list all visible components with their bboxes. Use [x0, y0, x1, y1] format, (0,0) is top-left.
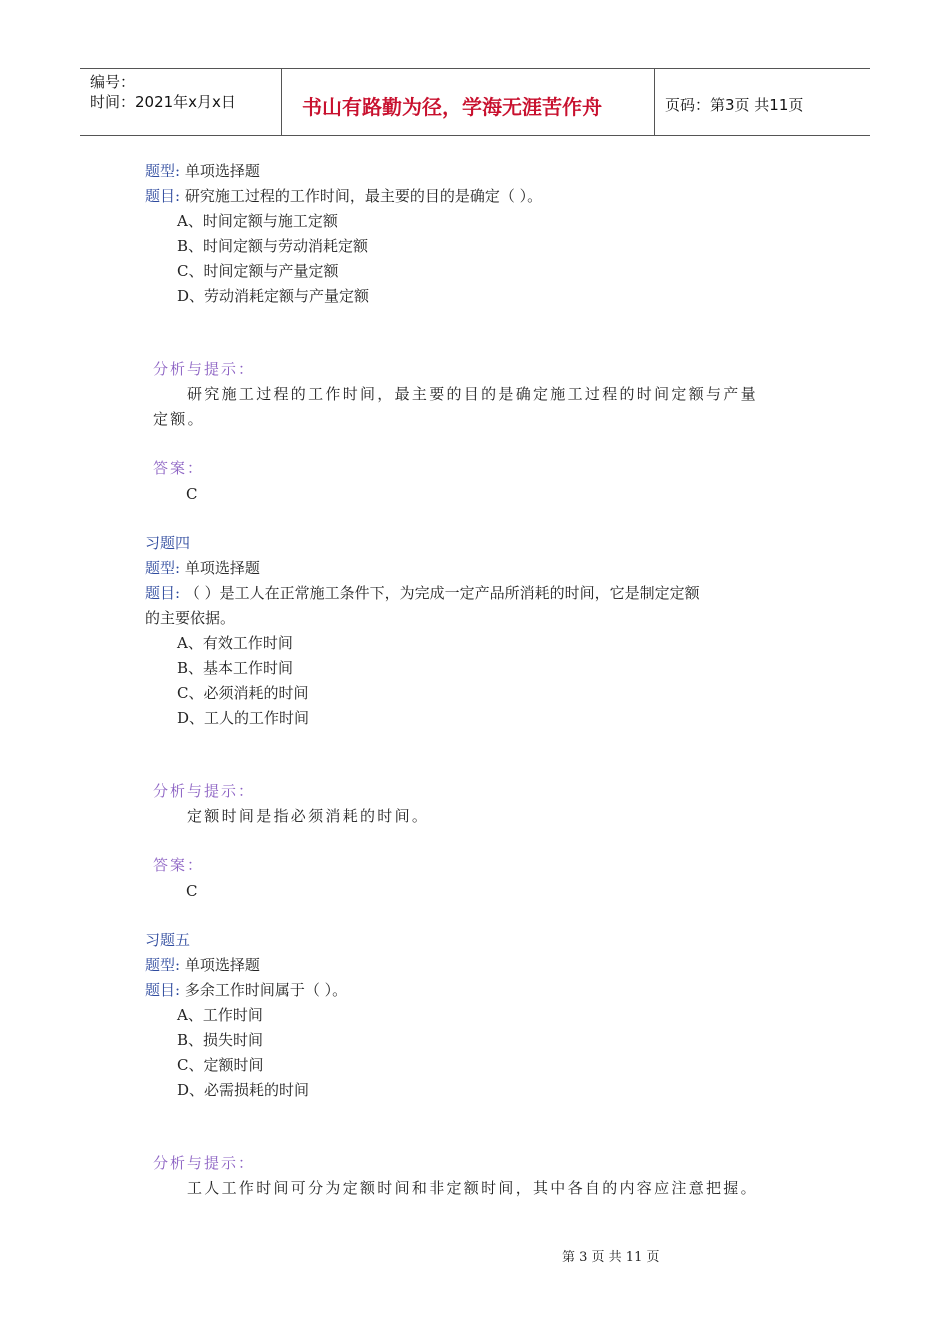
header-number-label: 编号： [90, 73, 136, 91]
q4-stem-label: 题目: [145, 584, 181, 602]
q3-answer-value: C [186, 485, 198, 503]
q4-analysis-line-1: 定额时间是指必须消耗的时间。 [187, 807, 430, 825]
q3-option-c: C、时间定额与产量定额 [177, 262, 339, 280]
q5-option-c: C、定额时间 [177, 1056, 264, 1074]
q5-option-a: A、工作时间 [177, 1006, 263, 1024]
q3-stem-label: 题目: [145, 187, 181, 205]
q3-analysis-line-1: 研究施工过程的工作时间，最主要的目的是确定施工过程的时间定额与产量 [187, 385, 758, 403]
q5-stem-row [145, 978, 347, 1003]
q3-stem-row [145, 184, 542, 209]
header-motto: 书山有路勤为径，学海无涯苦作舟 [302, 95, 602, 119]
q5-analysis-label: 分析与提示： [153, 1154, 256, 1172]
header-time-label: 时间：2021年x月x日 [90, 93, 236, 111]
header-bottom-border [80, 135, 870, 136]
q4-stem-text: （ ）是工人在正常施工条件下，为完成一定产品所消耗的时间，它是制定定额 [184, 584, 700, 602]
q3-option-d: D、劳动消耗定额与产量定额 [177, 287, 370, 305]
q4-stem-line-2: 的主要依据。 [145, 609, 236, 627]
q5-analysis-line-1: 工人工作时间可分为定额时间和非定额时间，其中各自的内容应注意把握。 [187, 1179, 758, 1197]
header-page-label: 页码：第3页 共11页 [665, 96, 804, 114]
q3-stem-text: 研究施工过程的工作时间，最主要的目的是确定（ ）。 [184, 187, 543, 205]
q5-option-b: B、损失时间 [177, 1031, 264, 1049]
q4-type-row [145, 556, 260, 581]
q4-answer-label: 答案： [153, 856, 205, 874]
q5-type-label: 题型: [145, 956, 181, 974]
q4-analysis-label: 分析与提示： [153, 782, 256, 800]
q4-type-label: 题型: [145, 559, 181, 577]
q4-option-d: D、工人的工作时间 [177, 709, 310, 727]
header-divider-right [654, 68, 655, 135]
q5-type-text: 单项选择题 [184, 956, 260, 974]
q3-analysis-label: 分析与提示： [153, 360, 256, 378]
header-divider-left [281, 68, 282, 135]
q4-stem-row [145, 581, 700, 606]
q4-type-text: 单项选择题 [184, 559, 260, 577]
header-top-border [80, 68, 870, 69]
q4-option-c: C、必须消耗的时间 [177, 684, 309, 702]
q5-title: 习题五 [145, 931, 191, 949]
q4-option-a: A、有效工作时间 [177, 634, 293, 652]
q3-type-text: 单项选择题 [184, 162, 260, 180]
q5-stem-text: 多余工作时间属于（ ）。 [184, 981, 348, 999]
q4-title: 习题四 [145, 534, 191, 552]
q5-stem-label: 题目: [145, 981, 181, 999]
q3-type-label: 题型: [145, 162, 181, 180]
q4-answer-value: C [186, 882, 198, 900]
q3-option-b: B、时间定额与劳动消耗定额 [177, 237, 369, 255]
q4-option-b: B、基本工作时间 [177, 659, 294, 677]
q3-type-row [145, 159, 260, 184]
q5-type-row [145, 953, 260, 978]
q3-analysis-line-2: 定额。 [153, 410, 205, 428]
q3-answer-label: 答案： [153, 459, 205, 477]
q3-option-a: A、时间定额与施工定额 [177, 212, 338, 230]
page-footer: 第 3 页 共 11 页 [562, 1250, 660, 1265]
q5-option-d: D、必需损耗的时间 [177, 1081, 310, 1099]
